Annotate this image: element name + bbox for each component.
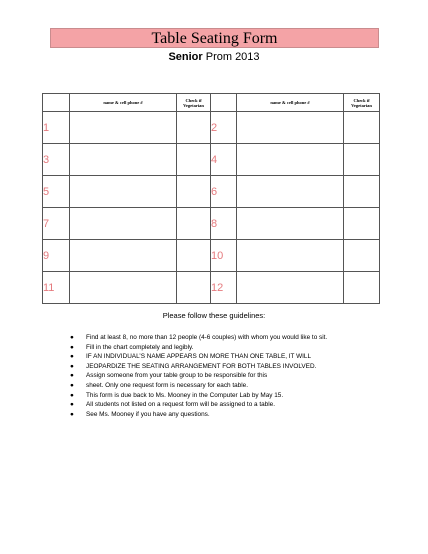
seat-number: 6 [211, 176, 237, 208]
bullet-icon: ● [70, 353, 74, 361]
guideline-text: Fill in the chart completely and legibly. [86, 343, 194, 351]
name-phone-cell[interactable] [70, 208, 177, 240]
bullet-icon: ● [70, 401, 74, 409]
vegetarian-check-cell[interactable] [177, 112, 211, 144]
name-phone-cell[interactable] [70, 176, 177, 208]
seat-number: 11 [43, 272, 70, 304]
name-phone-cell[interactable] [70, 112, 177, 144]
name-phone-cell[interactable] [237, 112, 344, 144]
seat-number: 5 [43, 176, 70, 208]
seating-table-header-row [43, 94, 380, 112]
subtitle-event-label: Prom 2013 [202, 51, 260, 63]
vegetarian-check-cell[interactable] [344, 272, 380, 304]
form-subtitle [0, 50, 428, 64]
vegetarian-check-cell[interactable] [177, 144, 211, 176]
seating-table [42, 93, 380, 304]
guideline-text: Find at least 8, no more than 12 people (4-6 couples) with whom you would like to sit. [86, 334, 328, 341]
bullet-icon: ● [70, 372, 74, 380]
table-row [43, 240, 380, 272]
vegetarian-check-cell[interactable] [344, 112, 380, 144]
list-item [70, 343, 390, 353]
bullet-icon: ● [70, 391, 74, 399]
guidelines-heading: Please follow these guidelines: [162, 311, 266, 320]
bullet-icon: ● [70, 362, 74, 370]
header-number-right [211, 94, 237, 112]
vegetarian-check-cell[interactable] [344, 176, 380, 208]
vegetarian-check-cell[interactable] [344, 208, 380, 240]
guideline-text: sheet. Only one request form is necessary for each table. [86, 381, 248, 389]
form-title: Table Seating Form [151, 30, 278, 47]
seat-number: 8 [211, 208, 237, 240]
bullet-icon: ● [70, 343, 74, 351]
list-item [70, 352, 390, 362]
guideline-text: JEOPARDIZE THE SEATING ARRANGEMENT FOR BOTH TABLES INVOLVED. [86, 362, 317, 370]
seat-number: 10 [211, 240, 237, 272]
seat-number: 3 [43, 144, 70, 176]
list-item [70, 333, 390, 343]
seat-number: 1 [43, 112, 70, 144]
bullet-icon: ● [70, 381, 74, 389]
vegetarian-check-cell[interactable] [177, 176, 211, 208]
list-item [70, 362, 390, 372]
vegetarian-check-cell[interactable] [177, 240, 211, 272]
seat-number: 9 [43, 240, 70, 272]
name-phone-cell[interactable] [237, 144, 344, 176]
header-name-right: name & cell phone # [237, 94, 344, 112]
name-phone-cell[interactable] [237, 208, 344, 240]
vegetarian-check-cell[interactable] [344, 144, 380, 176]
seat-number: 7 [43, 208, 70, 240]
subtitle-class-label: Senior [168, 51, 203, 63]
guideline-text: This form is due back to Ms. Mooney in the Computer Lab by May 15. [86, 391, 284, 399]
list-item [70, 400, 390, 410]
vegetarian-check-cell[interactable] [177, 272, 211, 304]
table-row [43, 176, 380, 208]
table-row [43, 112, 380, 144]
name-phone-cell[interactable] [237, 272, 344, 304]
vegetarian-check-cell[interactable] [344, 240, 380, 272]
list-item [70, 410, 390, 420]
vegetarian-check-cell[interactable] [177, 208, 211, 240]
name-phone-cell[interactable] [70, 240, 177, 272]
seat-number: 2 [211, 112, 237, 144]
bullet-icon: ● [70, 410, 74, 418]
header-number-left [43, 94, 70, 112]
header-vegetarian-left: Check if Vegetarian [177, 94, 211, 112]
name-phone-cell[interactable] [237, 176, 344, 208]
header-vegetarian-right: Check if Vegetarian [344, 94, 380, 112]
list-item [70, 381, 390, 391]
table-row [43, 272, 380, 304]
table-row [43, 144, 380, 176]
seat-number: 12 [211, 272, 237, 304]
list-item [70, 371, 390, 381]
list-item [70, 391, 390, 401]
guideline-text: See Ms. Mooney if you have any questions. [86, 410, 210, 418]
table-row [43, 208, 380, 240]
form-title-bar [50, 28, 379, 48]
bullet-icon: ● [70, 334, 74, 341]
name-phone-cell[interactable] [70, 144, 177, 176]
name-phone-cell[interactable] [237, 240, 344, 272]
name-phone-cell[interactable] [70, 272, 177, 304]
seat-number: 4 [211, 144, 237, 176]
guidelines-list [70, 333, 390, 419]
guideline-text: IF AN INDIVIDUAL’S NAME APPEARS ON MORE THAN ONE TABLE, IT WILL [86, 353, 312, 361]
guideline-text: All students not listed on a request form will be assigned to a table. [86, 401, 275, 409]
guideline-text: Assign someone from your table group to be responsible for this [86, 372, 268, 380]
header-name-left: name & cell phone # [70, 94, 177, 112]
